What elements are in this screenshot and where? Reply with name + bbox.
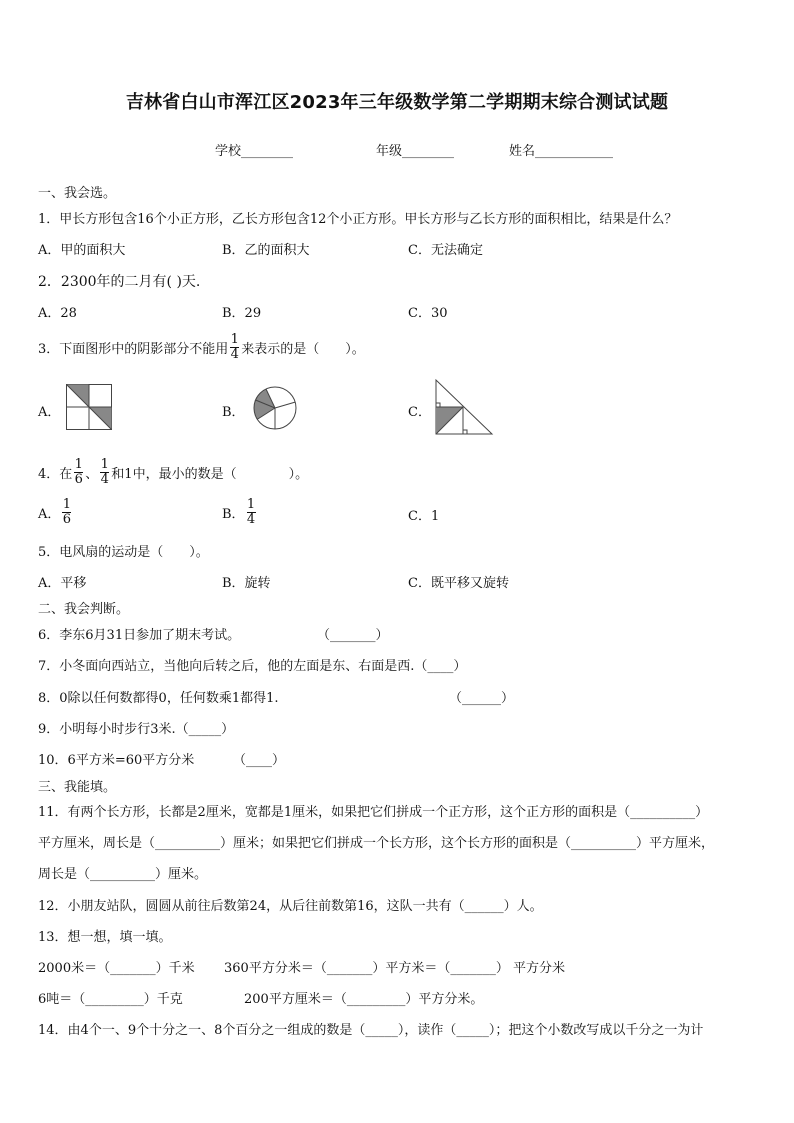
question-2-option-a: A．28	[38, 306, 77, 321]
question-1-option-a: A．甲的面积大	[38, 243, 126, 258]
question-3-option-a: A．	[38, 405, 61, 420]
question-13-row-1a: 2000米＝（_______）千米	[38, 961, 195, 976]
question-12-stem: 12．小朋友站队，圆圆从前往后数第24，从后往前数第16，这队一共有（______）人。	[38, 899, 543, 914]
section-heading-2: 二、我会判断。	[38, 602, 130, 617]
question-3-stem	[38, 330, 365, 364]
page-title: 吉林省白山市浑江区2023年三年级数学第二学期期末综合测试试题	[125, 92, 669, 113]
question-6-stem: 6．李东6月31日参加了期末考试。	[38, 628, 241, 643]
question-7-stem: 7．小冬面向西站立，当他向后转之后，他的左面是东、右面是西.（____）	[38, 659, 467, 674]
question-2-stem: 2．2300年的二月有( )天.	[38, 274, 201, 290]
question-4-prefix: 4．在	[38, 466, 73, 482]
triangle-figure	[434, 378, 494, 436]
question-1-option-b: B．乙的面积大	[222, 243, 310, 258]
question-4-suffix: 和1中，最小的数是（ ）。	[111, 466, 309, 482]
name-field: 姓名____________	[509, 144, 614, 159]
question-3-stem-suffix: 来表示的是（ ）。	[241, 341, 365, 357]
fraction-denominator: 6	[74, 471, 83, 487]
question-1-option-c: C．无法确定	[408, 243, 483, 258]
fraction-one-quarter	[230, 333, 239, 362]
school-field: 学校________	[215, 144, 294, 159]
fraction-numerator: 1	[100, 456, 109, 472]
question-11-line-1: 11．有两个长方形，长都是2厘米，宽都是1厘米，如果把它们拼成一个正方形，这个正方形的面积是（__________）	[38, 805, 709, 820]
question-2-option-c: C．30	[408, 306, 448, 321]
fraction-numerator: 1	[246, 496, 256, 512]
question-3-option-b: B．	[222, 405, 245, 420]
question-2-option-b: B．29	[222, 306, 262, 321]
question-11-line-3: 周长是（__________）厘米。	[38, 867, 208, 882]
question-3-option-c: C．	[408, 405, 431, 420]
circle-figure	[251, 384, 299, 432]
question-10-answer-blank[interactable]: （____）	[233, 753, 286, 768]
section-heading-3: 三、我能填。	[38, 780, 117, 795]
grade-field: 年级________	[376, 144, 455, 159]
question-4-option-b	[222, 495, 258, 529]
question-9-stem: 9．小明每小时步行3米.（_____）	[38, 722, 235, 737]
question-4-option-a	[38, 495, 73, 529]
question-8-answer-blank[interactable]: （______）	[449, 691, 515, 706]
question-4-stem	[38, 455, 308, 489]
question-14-stem: 14．由4个一、9个十分之一、8个百分之一组成的数是（_____），读作（_____）；把这个小数改写成以千分之一为计	[38, 1023, 704, 1038]
question-5-option-b: B．旋转	[222, 576, 271, 591]
question-13-row-2a: 6吨＝（_________）千克	[38, 992, 183, 1007]
question-5-stem: 5．电风扇的运动是（ ）。	[38, 545, 209, 560]
fraction-one-sixth	[62, 498, 71, 527]
question-6-answer-blank[interactable]: （_______）	[317, 628, 389, 643]
question-5-option-c: C．既平移又旋转	[408, 576, 509, 591]
question-13-row-2b: 200平方厘米＝（_________）平方分米。	[244, 992, 484, 1007]
option-b-label: B．	[222, 506, 245, 522]
fraction-denominator: 4	[246, 511, 256, 527]
section-heading-1: 一、我会选。	[38, 186, 117, 201]
question-4-separator: 、	[85, 466, 99, 482]
question-13-stem: 13．想一想，填一填。	[38, 930, 172, 945]
fraction-one-sixth	[74, 458, 83, 487]
fraction-denominator: 4	[100, 471, 109, 487]
question-11-line-2: 平方厘米，周长是（__________）厘米；如果把它们拼成一个长方形，这个长方形的面积是（__________）平方厘米，	[38, 836, 715, 851]
question-4-option-c: C．1	[408, 509, 440, 524]
question-8-stem: 8．0除以任何数都得0，任何数乘1都得1.	[38, 691, 279, 706]
fraction-numerator: 1	[230, 331, 239, 347]
square-grid-figure	[66, 384, 112, 430]
question-13-row-1b: 360平方分米＝（_______）平方米＝（_______） 平方分米	[224, 961, 565, 976]
question-1-stem: 1．甲长方形包含16个小正方形，乙长方形包含12个小正方形。甲长方形与乙长方形的面积相比，结果是什么？	[38, 212, 678, 227]
fraction-numerator: 1	[74, 456, 83, 472]
fraction-denominator: 6	[62, 511, 72, 527]
question-5-option-a: A．平移	[38, 576, 87, 591]
fraction-numerator: 1	[62, 496, 72, 512]
fraction-one-quarter	[100, 458, 109, 487]
option-a-label: A．	[38, 506, 61, 522]
fraction-denominator: 4	[230, 346, 239, 362]
fraction-one-quarter	[247, 498, 256, 527]
question-3-stem-prefix: 3．下面图形中的阴影部分不能用	[38, 341, 229, 357]
question-10-stem: 10．6平方米=60平方分米	[38, 753, 195, 768]
